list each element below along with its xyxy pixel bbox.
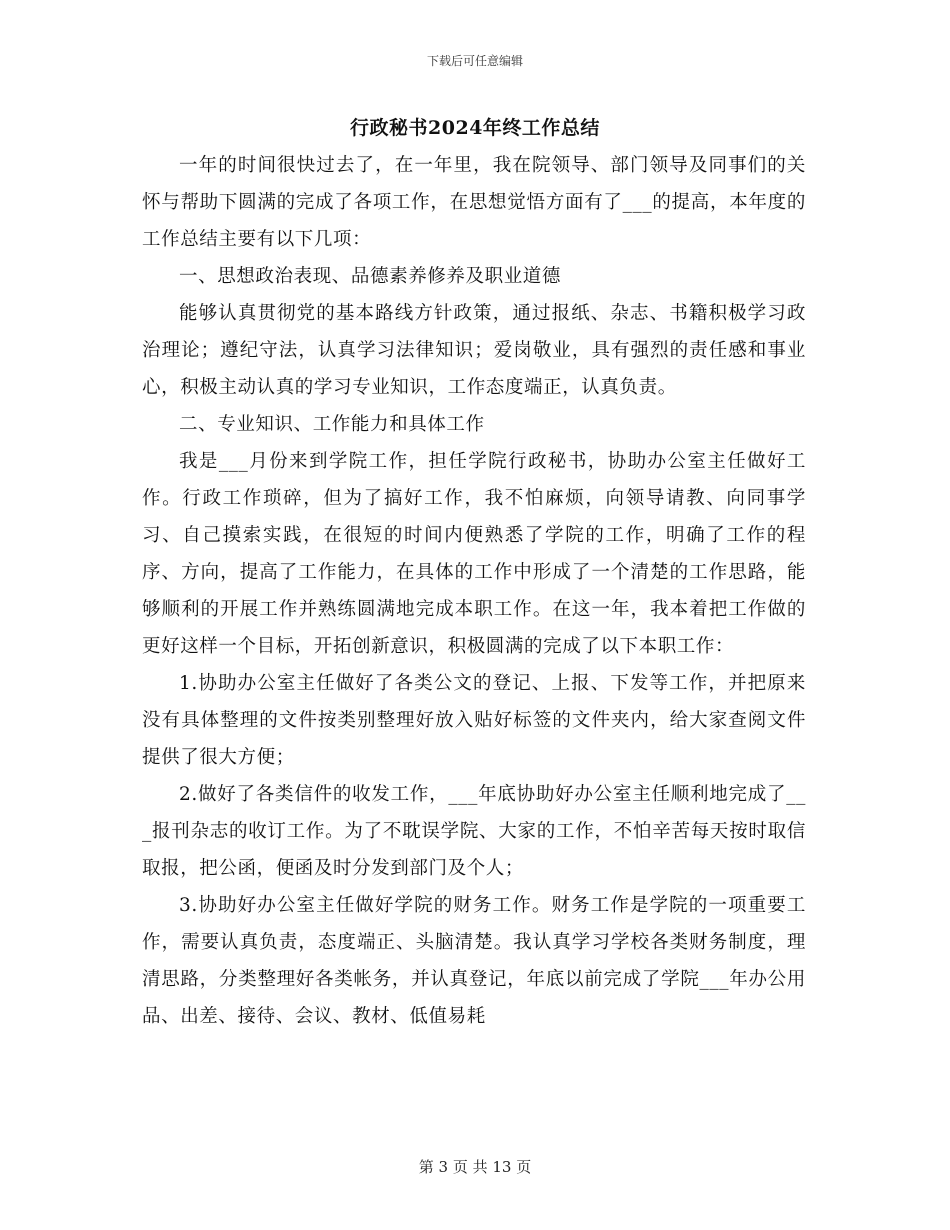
page-header-note: 下载后可任意编辑	[426, 54, 523, 68]
section-heading-2: 二、专业知识、工作能力和具体工作	[179, 414, 485, 435]
paragraph-political: 能够认真贯彻党的基本路线方针政策，通过报纸、杂志、书籍积极学习政治理论；遵纪守法，认真学习法律知识；爱岗敬业，具有强烈的责任感和事业心，积极主动认真的学习专业知识，工作态度端正，认真负责。	[142, 303, 806, 398]
page-number: 第 3 页 共 13 页	[418, 1158, 532, 1176]
list-item-3: 3.协助好办公室主任做好学院的财务工作。财务工作是学院的一项重要工作，需要认真负责，态度端正、头脑清楚。我认真学习学校各类财务制度，理清思路，分类整理好各类帐务，并认真登记，年底以前完成了学院___年办公用品、出差、接待、会议、教材、低值易耗	[142, 895, 806, 1027]
list-item-1: 1.协助办公室主任做好了各类公文的登记、上报、下发等工作，并把原来没有具体整理的文件按类别整理好放入贴好标签的文件夹内，给大家查阅文件提供了很大方便；	[142, 673, 806, 768]
document-body	[142, 147, 806, 1035]
section-heading-1: 一、思想政治表现、品德素养修养及职业道德	[179, 266, 562, 287]
paragraph-intro: 一年的时间很快过去了，在一年里，我在院领导、部门领导及同事们的关怀与帮助下圆满的完成了各项工作，在思想觉悟方面有了___的提高，本年度的工作总结主要有以下几项：	[142, 155, 806, 250]
list-item-2: 2.做好了各类信件的收发工作，___年底协助好办公室主任顺利地完成了___报刊杂志的收订工作。为了不耽误学院、大家的工作，不怕辛苦每天按时取信取报，把公函，便函及时分发到部门及个人；	[142, 784, 806, 879]
document-title: 行政秘书2024年终工作总结	[350, 117, 600, 139]
paragraph-work-overview: 我是___月份来到学院工作，担任学院行政秘书，协助办公室主任做好工作。行政工作琐碎，但为了搞好工作，我不怕麻烦，向领导请教、向同事学习、自己摸索实践，在很短的时间内便熟悉了学院的工作，明确了工作的程序、方向，提高了工作能力，在具体的工作中形成了一个清楚的工作思路，能够顺利的开展工作并熟练圆满地完成本职工作。在这一年，我本着把工作做的更好这样一个目标，开拓创新意识，积极圆满的完成了以下本职工作：	[142, 451, 806, 657]
